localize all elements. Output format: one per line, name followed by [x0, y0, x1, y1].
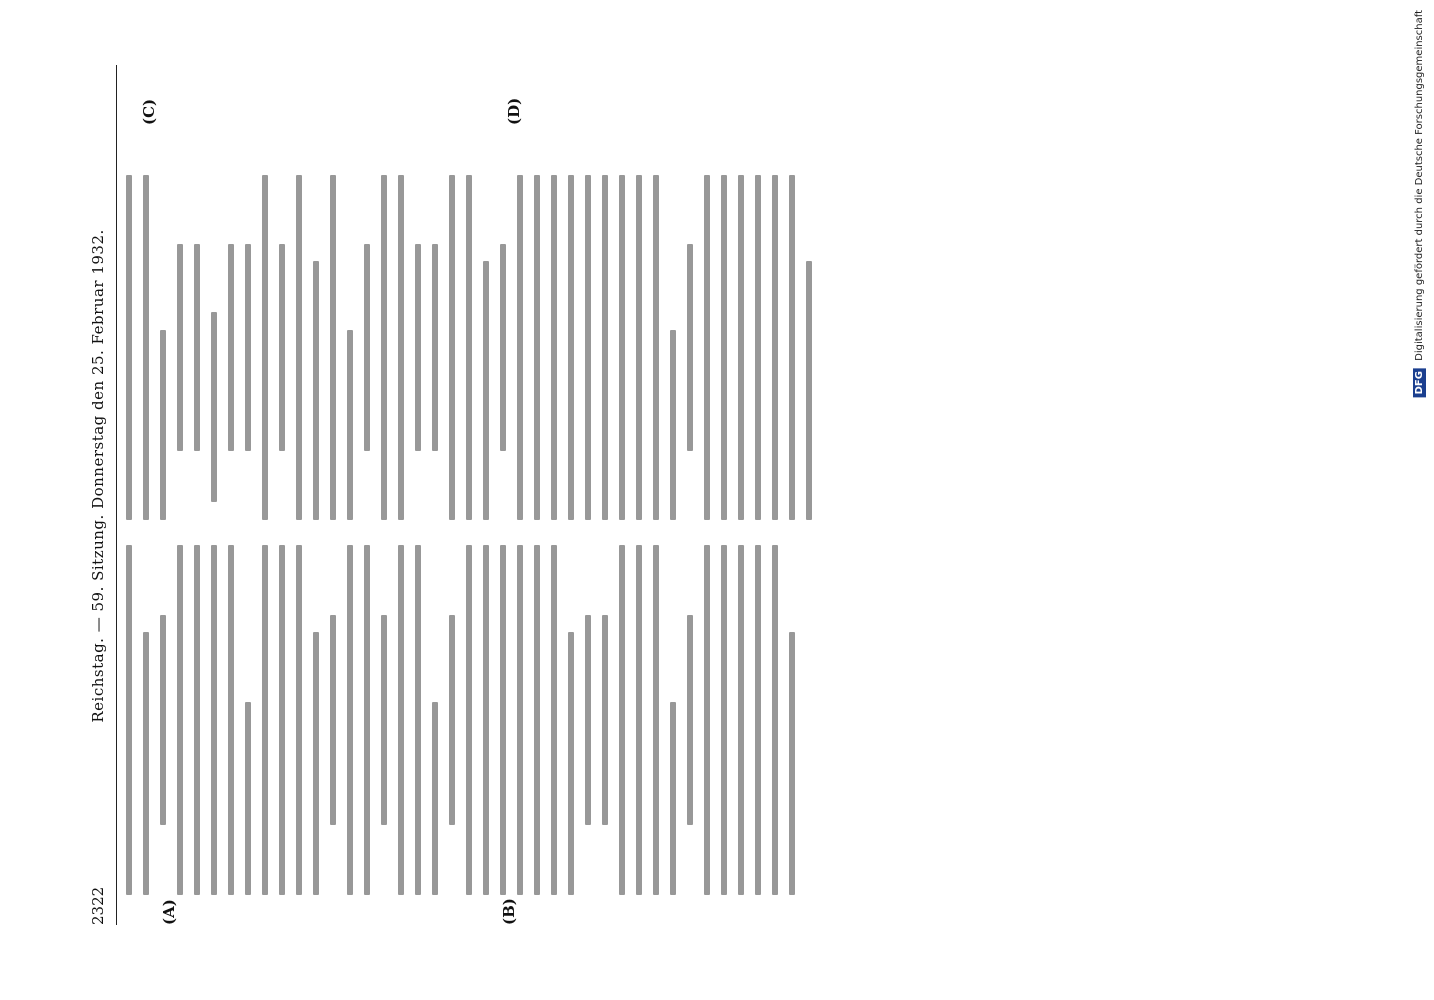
text-column-left	[126, 545, 816, 895]
dfg-logo: DFG	[1413, 368, 1426, 397]
page-header	[80, 65, 117, 925]
funding-text: Digitalisierung gefördert durch die Deutsche Forschungsgemeinschaft	[1414, 10, 1425, 361]
margin-letter-a: (A)	[160, 899, 178, 925]
margin-letter-c: (C)	[140, 98, 158, 125]
margin-letter-d: (D)	[505, 97, 523, 125]
page-number: 2322	[89, 886, 107, 925]
margin-letter-b: (B)	[500, 898, 518, 925]
text-column-right	[126, 175, 816, 520]
page-title: Reichstag. — 59. Sitzung. Donnerstag den 25. Februar 1932.	[89, 229, 107, 723]
rotated-page	[80, 65, 820, 925]
funding-note	[1413, 10, 1426, 397]
